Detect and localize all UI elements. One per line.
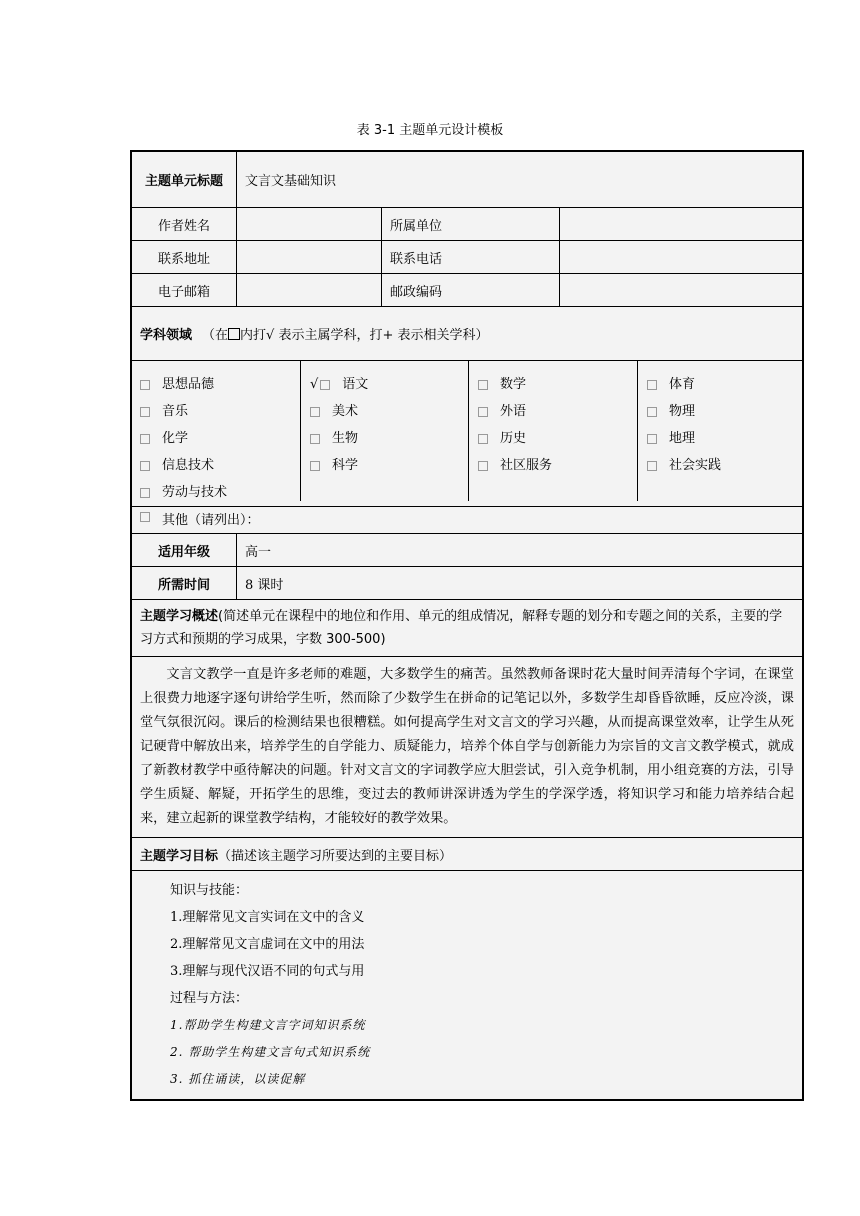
goals-header [132, 838, 802, 870]
goals-header-row [132, 838, 802, 871]
unit-org-value [559, 208, 802, 240]
goals-label: 主题学习目标 [140, 848, 219, 864]
subject-column-3 [478, 371, 552, 479]
goal-line: 1.理解常见文言实词在文中的含义 [170, 910, 365, 925]
table-caption: 表 3-1 主题单元设计模板 [356, 123, 504, 138]
subject-item-history[interactable]: 历史 [478, 425, 552, 452]
info-row-author [132, 208, 802, 241]
subject-item-physics[interactable]: 物理 [647, 398, 721, 425]
duration-row [132, 567, 802, 600]
checkbox-icon[interactable] [310, 407, 320, 417]
subject-item-art[interactable]: 美术 [310, 398, 368, 425]
goal-line: 3. 抓住诵读，以读促解 [170, 1072, 306, 1086]
unit-title-value: 文言文基础知识 [236, 152, 802, 207]
subject-area-note-after: 内打√ 表示主属学科，打+ 表示相关学科） [240, 328, 489, 343]
checkbox-icon[interactable] [310, 434, 320, 444]
subject-item-biology[interactable]: 生物 [310, 425, 368, 452]
column-divider [637, 361, 638, 501]
subject-item-chinese[interactable]: √ 语文 [310, 376, 369, 392]
email-value [236, 274, 381, 306]
author-value [236, 208, 381, 240]
subject-grid [132, 361, 802, 507]
overview-text: 文言文教学一直是许多老师的难题，大多数学生的痛苦。虽然教师备课时花大量时间弄清每个字词，在课堂上很费力地逐字逐句讲给学生听，然而除了少数学生在拼命的记笔记以外，多数学生却昏昏欲睡，反应冷淡，课堂气氛很沉闷。课后的检测结果也很糟糕。如何提高学生对文言文的学习兴趣，从而提高课堂效率，让学生从死记硬背中解放出来，培养学生的自学能力、质疑能力，培养个体自学与创新能力为宗旨的文言文教学模式，就成了新教材教学中亟待解决的问题。针对文言文的字词教学应大胆尝试，引入竞争机制，用小组竞赛的方法，引导学生质疑、解疑，开拓学生的思维，变过去的教师讲深讲透为学生的学深学透，将知识学习和能力培养结合起来，建立起新的课堂教学结构，才能较好的教学效果。 [140, 667, 794, 826]
postcode-label: 邮政编码 [381, 274, 559, 306]
grade-row [132, 534, 802, 567]
overview-label: 主题学习概述 [140, 609, 219, 624]
subject-item-it[interactable]: 信息技术 [140, 452, 227, 479]
phone-value [559, 241, 802, 273]
address-label: 联系地址 [157, 251, 210, 267]
column-divider [300, 361, 301, 501]
subject-item-foreign-language[interactable]: 外语 [478, 398, 552, 425]
email-label: 电子邮箱 [157, 284, 210, 300]
goal-line: 3.理解与现代汉语不同的句式与用 [170, 964, 365, 979]
subject-item-community[interactable]: 社区服务 [478, 452, 552, 479]
overview-header [132, 600, 802, 656]
postcode-value [559, 274, 802, 306]
grade-label: 适用年级 [157, 544, 210, 560]
checkbox-icon[interactable] [140, 380, 150, 390]
checkbox-icon[interactable] [140, 488, 150, 498]
subject-item-chemistry[interactable]: 化学 [140, 425, 227, 452]
info-row-email [132, 274, 802, 307]
checkbox-icon[interactable] [647, 461, 657, 471]
duration-label: 所需时间 [157, 577, 210, 593]
goal-line: 知识与技能： [170, 883, 249, 898]
subject-column-1 [140, 371, 227, 506]
checkbox-icon[interactable] [647, 380, 657, 390]
goal-line: 过程与方法： [170, 991, 249, 1006]
subject-item-labor[interactable]: 劳动与技术 [140, 479, 227, 506]
subject-area-header [132, 307, 802, 360]
unit-title-label: 主题单元标题 [144, 174, 223, 189]
checkbox-icon[interactable] [140, 407, 150, 417]
goals-body-row [132, 871, 802, 1099]
subject-item-social-practice[interactable]: 社会实践 [647, 452, 721, 479]
subject-area-note-before: （在 [202, 328, 229, 343]
checkbox-legend-icon [228, 328, 240, 340]
subject-item-science[interactable]: 科学 [310, 452, 368, 479]
grade-value: 高一 [236, 534, 802, 566]
checkbox-icon[interactable] [478, 434, 488, 444]
checkbox-icon[interactable] [478, 380, 488, 390]
checkbox-icon[interactable] [647, 407, 657, 417]
unit-title-row [132, 152, 802, 208]
subject-item-other[interactable]: 其他（请列出）： [132, 507, 802, 533]
column-divider [468, 361, 469, 501]
subject-column-4 [647, 371, 721, 479]
checkbox-icon[interactable] [478, 461, 488, 471]
subject-other-row [132, 507, 802, 534]
goals-list [132, 871, 802, 1099]
checkbox-icon[interactable] [140, 461, 150, 471]
unit-design-table [130, 150, 804, 1101]
author-label: 作者姓名 [157, 218, 210, 234]
overview-hint: (简述单元在课程中的地位和作用、单元的组成情况，解释专题的划分和专题之间的关系，主要的学习方式和预期的学习成果，字数 300-500) [140, 609, 783, 647]
subject-item-math[interactable]: 数学 [478, 371, 552, 398]
goal-line: 2.理解常见文言虚词在文中的用法 [170, 937, 365, 952]
subject-item-music[interactable]: 音乐 [140, 398, 227, 425]
overview-body-row [132, 657, 802, 838]
checkbox-icon[interactable] [320, 380, 330, 390]
address-value [236, 241, 381, 273]
phone-label: 联系电话 [381, 241, 559, 273]
goal-line: 1.帮助学生构建文言字词知识系统 [170, 1018, 366, 1032]
checkbox-icon[interactable] [140, 434, 150, 444]
checkbox-icon[interactable] [647, 434, 657, 444]
checkbox-icon[interactable] [140, 512, 150, 522]
checkbox-icon[interactable] [310, 461, 320, 471]
checkbox-icon[interactable] [478, 407, 488, 417]
subject-item-moral[interactable]: 思想品德 [140, 371, 227, 398]
info-row-address [132, 241, 802, 274]
goal-line: 2. 帮助学生构建文言句式知识系统 [170, 1045, 371, 1059]
subject-column-2 [310, 371, 368, 479]
check-mark: √ [310, 376, 319, 392]
duration-value: 8 课时 [236, 567, 802, 599]
subject-area-row [132, 307, 802, 361]
subject-item-pe[interactable]: 体育 [647, 371, 721, 398]
unit-org-label: 所属单位 [381, 208, 559, 240]
goals-hint: （描述该主题学习所要达到的主要目标） [218, 848, 453, 864]
subject-item-geography[interactable]: 地理 [647, 425, 721, 452]
overview-header-row [132, 600, 802, 657]
subject-area-label: 学科领域 [140, 328, 193, 343]
